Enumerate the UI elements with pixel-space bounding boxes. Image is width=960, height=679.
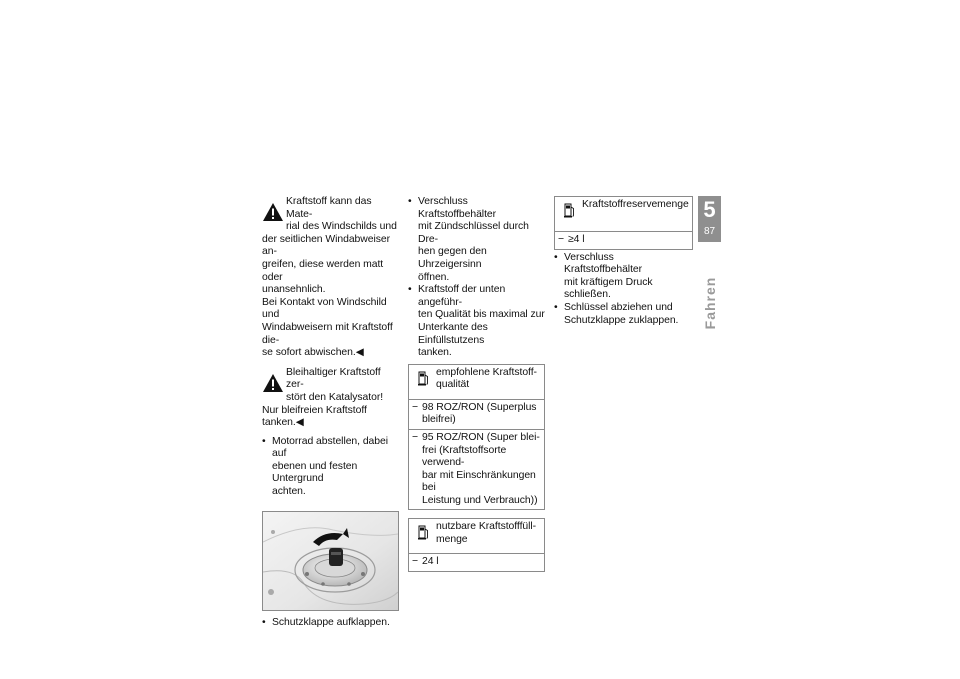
col2-bullet1-line-2: mit Zündschlüssel durch Dre- — [418, 221, 529, 245]
bullet-list — [262, 436, 399, 499]
table-row — [409, 364, 545, 399]
column-middle — [408, 196, 545, 580]
spec3-row1-line-1: ≥4 l — [568, 234, 585, 245]
spec2-title-line-2: menge — [436, 534, 468, 546]
bullet-list — [262, 617, 399, 630]
col2-bullet2-line-2: ten Qualität bis maximal zur — [418, 309, 545, 321]
dash-icon: − — [412, 431, 419, 443]
warning1-line-1: Kraftstoff kann das Mate- — [286, 196, 372, 220]
spec2-row1-line-1: 24 l — [422, 556, 439, 568]
bullet2-line-1: Schutzklappe aufklappen. — [272, 616, 390, 628]
list-item — [554, 302, 691, 327]
bullet-list — [408, 196, 545, 360]
spec-value-cell — [555, 232, 693, 250]
table-row — [409, 554, 545, 572]
spec1-row1-line-2: bleifrei) — [422, 414, 456, 426]
warning-windshield — [262, 196, 399, 360]
spec-value-cell — [409, 399, 545, 429]
warning1-cont-2: greifen, diese werden matt oder — [262, 258, 384, 283]
spec1-row1-line-1: 98 ROZ/RON (Superplus — [422, 401, 537, 413]
fuel-pump-icon — [418, 525, 429, 541]
spec1-row2-line-3: bar mit Einschränkungen bei — [422, 469, 536, 494]
fuel-cap-photo — [262, 511, 399, 611]
col2-bullet1-line-1: Verschluss Kraftstoffbehälter — [418, 196, 497, 220]
spec1-row2-line-4: Leistung und Verbrauch)) — [422, 494, 538, 506]
dash-icon: − — [558, 234, 565, 245]
table-row — [409, 399, 545, 429]
bullet-icon: • — [554, 251, 558, 263]
spec-value-cell — [409, 429, 545, 510]
warning1-para-1: Bei Kontakt von Windschild und — [262, 296, 387, 321]
spec-header-cell — [409, 364, 545, 399]
col2-bullet2-line-3: Unterkante des Einfüllstutzens — [418, 321, 488, 346]
table-row — [409, 519, 545, 554]
dash-icon: − — [412, 556, 419, 568]
warning2-line-1: Bleihaltiger Kraftstoff zer- — [286, 366, 381, 391]
end-marker-icon: ◀ — [355, 347, 364, 359]
list-item — [262, 436, 399, 499]
table-row — [555, 197, 693, 232]
bullet-icon: • — [262, 435, 266, 447]
fuel-cap-illustration — [263, 512, 398, 610]
column-right — [554, 196, 691, 327]
spec-table-fuel-capacity — [408, 518, 545, 572]
spec-value-cell — [409, 554, 545, 572]
spec-table-fuel-reserve — [554, 196, 693, 250]
page-number: 87 — [703, 226, 716, 237]
bullet-icon: • — [408, 284, 412, 296]
spec1-title-line-2: qualität — [436, 379, 470, 391]
col2-bullet1-line-3: hen gegen den Uhrzeigersinn — [418, 246, 487, 270]
chapter-title: Fahren — [702, 276, 718, 330]
spec1-title-line-1: empfohlene Kraftstoff- — [436, 366, 537, 378]
spec1-row2-line-2: frei (Kraftstoffsorte verwend- — [422, 444, 507, 469]
col3-bullet1-line-2: mit kräftigem Druck schließen. — [564, 276, 653, 301]
spec3-title-line-1: Kraftstoffreservemenge — [582, 199, 689, 210]
chapter-number: 5 — [703, 197, 716, 222]
warning1-cont-1: der seitlichen Windabweiser an- — [262, 233, 391, 258]
col3-bullet2-line-1: Schlüssel abziehen und — [564, 301, 673, 313]
spec-table-fuel-quality — [408, 364, 545, 511]
table-row — [555, 232, 693, 250]
bullet1-line-2: ebenen und festen Untergrund — [272, 460, 358, 485]
warning1-para-2: Windabweisern mit Kraftstoff die- — [262, 321, 393, 346]
dash-icon: − — [412, 401, 419, 413]
warning1-line-2: rial des Windschilds und — [286, 221, 397, 233]
fuel-pump-icon — [564, 203, 575, 219]
warning-triangle-icon — [262, 373, 284, 393]
col2-bullet1-line-4: öffnen. — [418, 271, 450, 283]
table-row — [409, 429, 545, 510]
warning2-cont-1-text: Nur bleifreien Kraftstoff tanken. — [262, 404, 367, 429]
warning1-para-3-text: se sofort abwischen. — [262, 347, 356, 359]
fuel-pump-icon — [418, 371, 429, 387]
spec2-title-line-1: nutzbare Kraftstofffüll- — [436, 521, 537, 533]
col2-bullet2-line-4: tanken. — [418, 347, 452, 359]
col2-bullet2-line-1: Kraftstoff der unten angeführ- — [418, 284, 506, 308]
bullet1-line-1: Motorrad abstellen, dabei auf — [272, 435, 389, 460]
spec1-row2-line-1: 95 ROZ/RON (Super blei- — [422, 431, 540, 443]
bullet-icon: • — [262, 616, 266, 628]
warning1-cont-3: unansehnlich. — [262, 284, 326, 296]
list-item — [554, 252, 691, 302]
spec-header-cell — [555, 197, 693, 232]
column-left — [262, 196, 399, 629]
warning-catalyst — [262, 367, 399, 430]
end-marker-icon: ◀ — [295, 417, 304, 429]
warning2-line-2: stört den Katalysator! — [286, 391, 384, 403]
bullet1-line-3: achten. — [272, 486, 306, 498]
spec-header-cell — [409, 519, 545, 554]
bullet-icon: • — [554, 301, 558, 313]
warning1-para-3 — [262, 347, 399, 360]
col3-bullet1-line-1: Verschluss Kraftstoffbehälter — [564, 251, 643, 276]
col3-bullet2-line-2: Schutzklappe zuklappen. — [564, 314, 679, 326]
warning-triangle-icon — [262, 202, 284, 222]
bullet-icon: • — [408, 196, 412, 207]
list-item — [408, 284, 545, 360]
warning2-cont-1 — [262, 405, 399, 430]
list-item — [262, 617, 399, 630]
list-item — [408, 196, 545, 284]
bullet-list — [554, 252, 691, 328]
